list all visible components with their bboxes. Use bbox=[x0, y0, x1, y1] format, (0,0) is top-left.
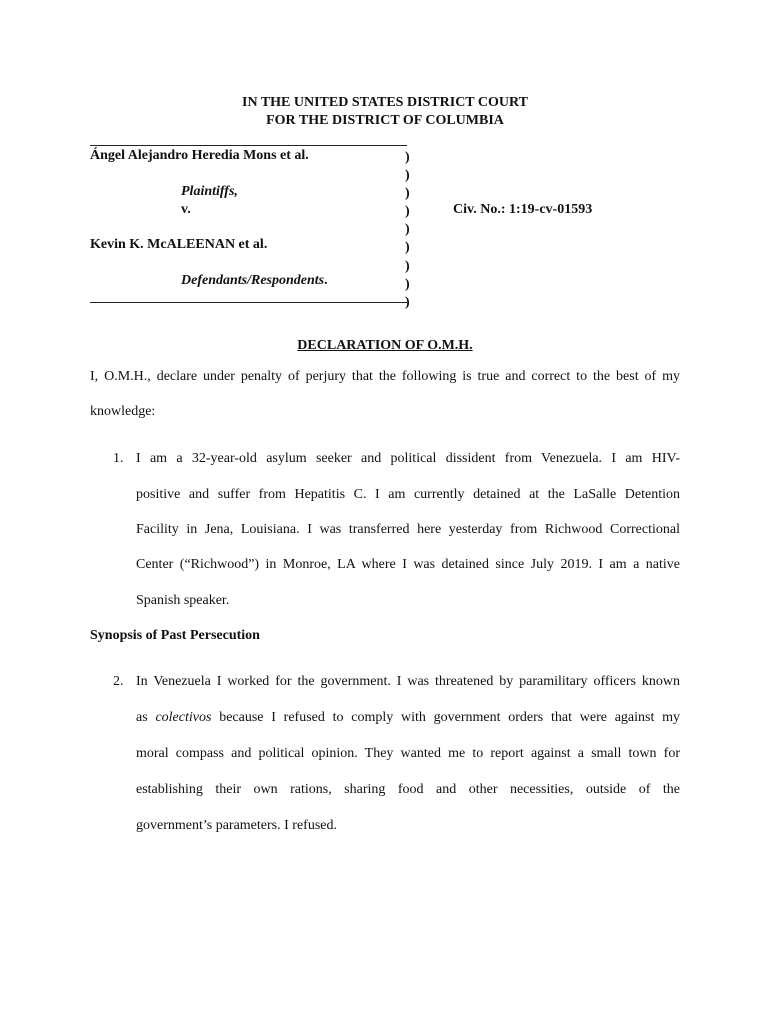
case-number: Civ. No.: 1:19-cv-01593 bbox=[453, 202, 593, 217]
paren: ) bbox=[405, 150, 410, 165]
defendant-role-line bbox=[181, 273, 328, 289]
para1-line: Center (“Richwood”) in Monroe, LA where I was detained since July 2019. I am a native bbox=[136, 557, 680, 572]
declaration-title bbox=[0, 338, 770, 354]
para2-line: government’s parameters. I refused. bbox=[136, 818, 337, 833]
para2-line: In Venezuela I worked for the government. I was threatened by paramilitary officers known bbox=[136, 674, 680, 689]
section-heading: Synopsis of Past Persecution bbox=[90, 628, 260, 643]
caption-top-rule bbox=[90, 145, 407, 146]
para1-line: Facility in Jena, Louisiana. I was transferred here yesterday from Richwood Correctional bbox=[136, 522, 680, 537]
para1-line: positive and suffer from Hepatitis C. I am currently detained at the LaSalle Detention bbox=[136, 487, 680, 502]
defendant-role-period: . bbox=[324, 273, 328, 288]
paren: ) bbox=[405, 240, 410, 256]
paren: ) bbox=[405, 222, 410, 238]
para2-line bbox=[136, 710, 680, 726]
paren: ) bbox=[405, 186, 410, 202]
paren: ) bbox=[405, 204, 410, 220]
para1-line: I am a 32-year-old asylum seeker and political dissident from Venezuela. I am HIV- bbox=[136, 451, 680, 466]
paren: ) bbox=[405, 258, 410, 274]
court-name: IN THE UNITED STATES DISTRICT COURT bbox=[242, 95, 528, 110]
para1-line: Spanish speaker. bbox=[136, 593, 230, 608]
colectivos-term: colectivos bbox=[155, 710, 212, 725]
para2-line2-post: because I refused to comply with government orders that were against my bbox=[219, 710, 681, 725]
declaration-title-text: DECLARATION OF O.M.H. bbox=[297, 338, 473, 353]
para2-number: 2. bbox=[113, 674, 124, 689]
plaintiff-role: Plaintiffs, bbox=[181, 184, 238, 199]
caption-bottom-rule bbox=[90, 302, 407, 303]
para2-line: establishing their own rations, sharing food and other necessities, outside of the bbox=[136, 782, 680, 797]
defendant-name: Kevin K. McALEENAN et al. bbox=[90, 237, 268, 252]
court-district: FOR THE DISTRICT OF COLUMBIA bbox=[266, 113, 504, 128]
intro-line-2: knowledge: bbox=[90, 404, 156, 419]
defendant-role: Defendants/Respondents bbox=[181, 273, 325, 288]
paren: ) bbox=[405, 168, 410, 184]
para1-number: 1. bbox=[113, 451, 124, 466]
paren: ) bbox=[405, 276, 410, 292]
caption-parenthesis-column bbox=[405, 149, 417, 312]
versus-label: v. bbox=[181, 202, 191, 217]
para2-line2-pre: as bbox=[136, 710, 148, 725]
paren: ) bbox=[405, 294, 410, 310]
para2-line: moral compass and political opinion. They wanted me to report against a small town for bbox=[136, 746, 680, 761]
intro-line-1: I, O.M.H., declare under penalty of perjury that the following is true and correct to the best of my bbox=[90, 369, 680, 384]
plaintiff-name: Ángel Alejandro Heredia Mons et al. bbox=[90, 148, 309, 163]
